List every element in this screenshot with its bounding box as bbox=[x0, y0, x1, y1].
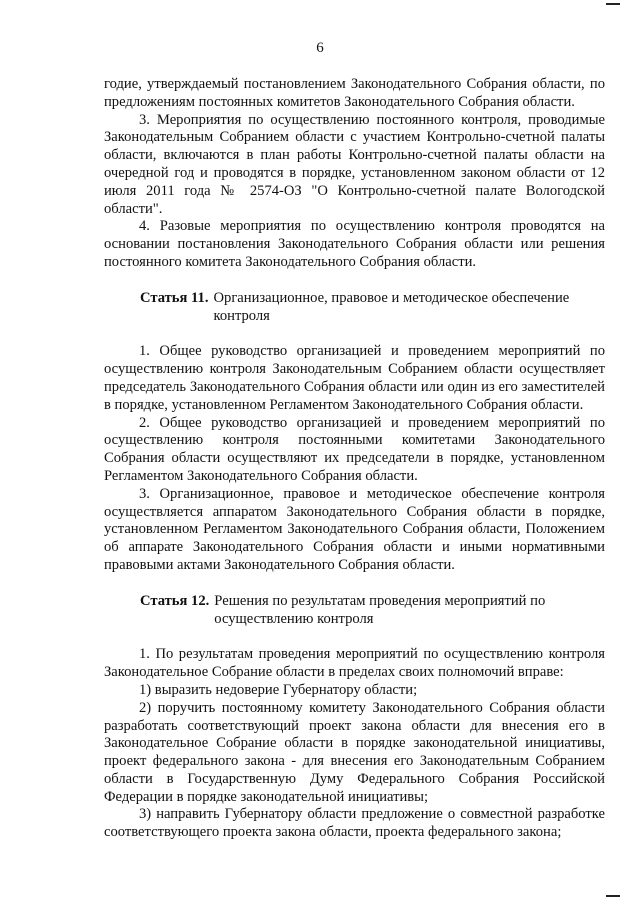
paragraph: 4. Разовые мероприятия по осуществлению контроля проводятся на основании постановления Законодательного Собрания области или решения постоянного комитета Законодательного Собрания области. bbox=[104, 218, 605, 270]
paragraph: 3. Мероприятия по осуществлению постоянного контроля, проводимые Законодательным Собранием области с участием Контрольно-счетной палаты области, включаются в план работы Контрольно-счетной палаты области на очередной год и проводятся в порядке, установленном законом области от 12 июля 2011 года № 2574-ОЗ "О Контрольно-счетной палате Вологодской области". bbox=[104, 111, 605, 217]
scan-mark-top bbox=[606, 3, 620, 5]
paragraph: 1. По результатам проведения мероприятий по осуществлению контроля Законодательное Собрание области в пределах своих полномочий вправе: bbox=[104, 646, 605, 681]
document-body bbox=[104, 76, 605, 842]
paragraph: 3) направить Губернатору области предложение о совместной разработке соответствующего проекта закона области, проекта федерального закона; bbox=[104, 806, 605, 841]
paragraph: 3. Организационное, правовое и методическое обеспечение контроля осуществляется аппаратом Законодательного Собрания области в порядке, установленном Регламентом Законодательного Собрания области, Положением об аппарате Законодательного Собрания области и иными нормативными правовыми актами Законодательного Собрания области. bbox=[104, 485, 605, 573]
article-12-heading bbox=[104, 593, 605, 629]
paragraph: 2. Общее руководство организацией и проведением мероприятий по осуществлению контроля постоянными комитетами Законодательного Собрания области осуществляют их председатели в порядке, установленном Регламентом Законодательного Собрания области. bbox=[104, 414, 605, 484]
paragraph: годие, утверждаемый постановлением Законодательного Собрания области, по предложениям постоянных комитетов Законодательного Собрания области. bbox=[104, 76, 605, 110]
scan-mark-bottom bbox=[606, 895, 620, 897]
page-number: 6 bbox=[316, 40, 324, 56]
article-12-number: Статья 12. bbox=[140, 592, 210, 609]
paragraph: 1) выразить недоверие Губернатору области; bbox=[139, 681, 418, 698]
paragraph: 1. Общее руководство организацией и проведением мероприятий по осуществлению контроля Законодательным Собранием области осуществляет председатель Законодательного Собрания области или один из его заместителей в порядке, установленном Регламентом Законодательного Собрания области. bbox=[104, 343, 605, 413]
article-11-number: Статья 11. bbox=[140, 289, 209, 306]
paragraph: 2) поручить постоянному комитету Законодательного Собрания области разработать соответствующий проект закона области для внесения его в Законодательное Собрание области в порядке законодательной инициативы, проект федерального закона - для внесения его Законодательным Собранием области в Государственную Думу Федерального Собрания Российской Федерации в порядке законодательной инициативы; bbox=[104, 699, 605, 805]
article-11-title: Организационное, правовое и методическое обеспечение контроля bbox=[213, 289, 570, 324]
article-12-title: Решения по результатам проведения мероприятий по осуществлению контроля bbox=[214, 592, 546, 627]
article-11-heading bbox=[104, 290, 605, 326]
